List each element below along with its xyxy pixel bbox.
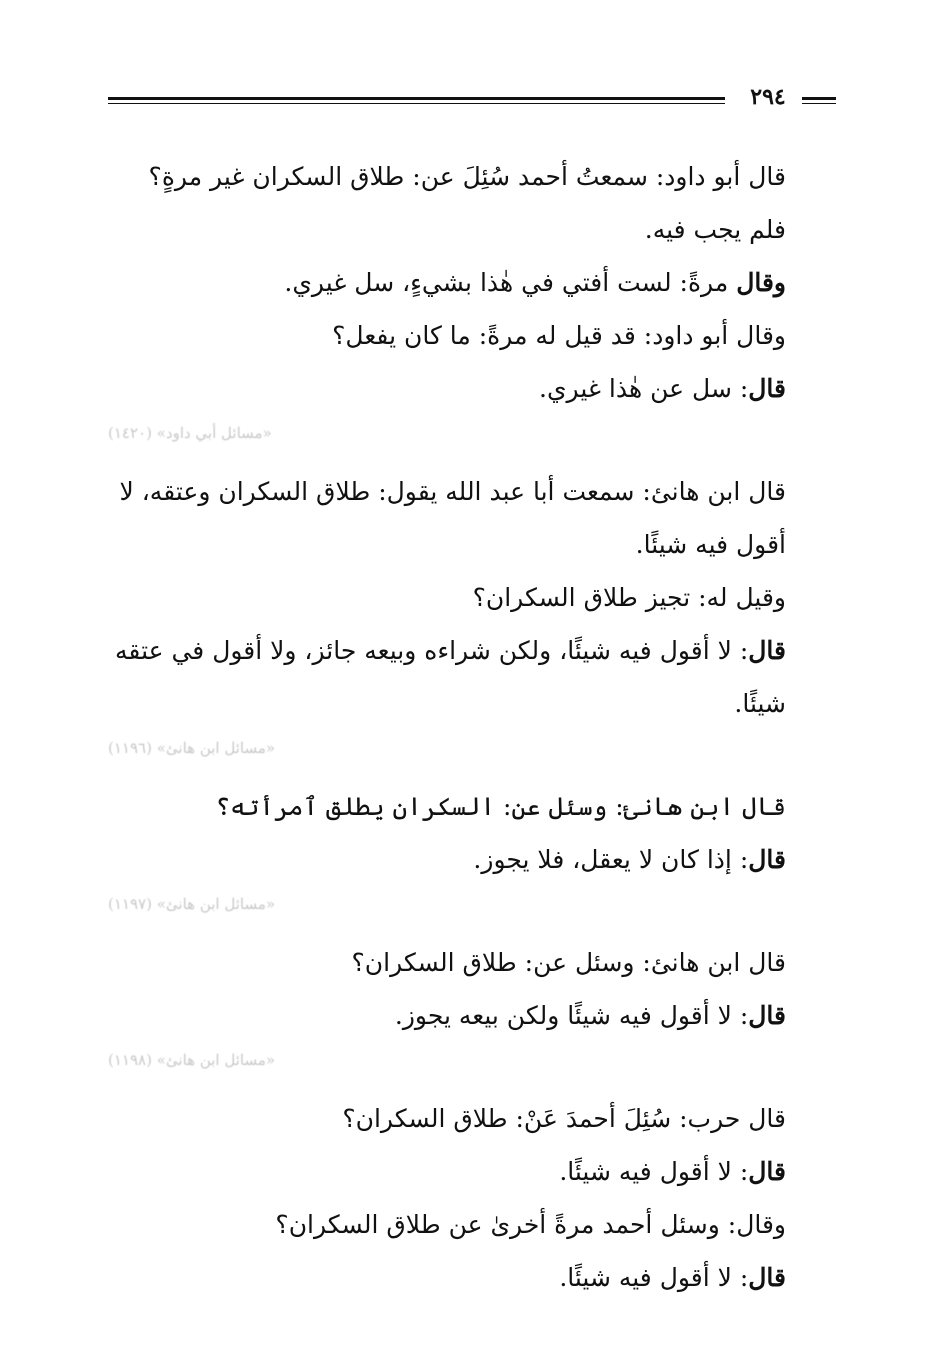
paragraph-text: قال ابن هانئ: وسئل عن: السكران يطلق ٱمرأته؟ bbox=[215, 792, 786, 821]
paragraph bbox=[108, 936, 836, 989]
text-block bbox=[108, 780, 836, 914]
text-block bbox=[108, 1092, 836, 1304]
text-block bbox=[108, 150, 836, 443]
paragraph bbox=[108, 1251, 836, 1304]
paragraph-text: وقال: وسئل أحمد مرةً أخرىٰ عن طلاق السكران؟ bbox=[275, 1210, 786, 1239]
paragraph bbox=[108, 362, 836, 415]
header-rule-short bbox=[802, 97, 836, 104]
paragraph-text: : سل عن هٰذا غيري. bbox=[539, 374, 749, 403]
paragraph-text: قال ابن هانئ: وسئل عن: طلاق السكران؟ bbox=[351, 948, 786, 977]
lead-word: وقال bbox=[736, 268, 786, 297]
paragraph bbox=[108, 571, 836, 624]
lead-word: قال bbox=[748, 845, 786, 874]
lead-word: قال bbox=[748, 1263, 786, 1292]
paragraph-text: وقال أبو داود: قد قيل له مرةً: ما كان يفعل؟ bbox=[332, 321, 786, 350]
source-citation: «مسائل ابن هانئ» (١١٩٨) bbox=[108, 1051, 276, 1069]
paragraph-text: قال أبو داود: سمعتُ أحمد سُئِلَ عن: طلاق السكران غير مرةٍ؟ فلم يجب فيه. bbox=[148, 162, 786, 244]
text-block bbox=[108, 465, 836, 758]
lead-word: قال bbox=[748, 1157, 786, 1186]
lead-word: قال bbox=[748, 1001, 786, 1030]
lead-word: قال bbox=[748, 636, 786, 665]
paragraph bbox=[108, 256, 836, 309]
paragraph-text: : لا أقول فيه شيئًا. bbox=[559, 1263, 749, 1292]
paragraph bbox=[108, 989, 836, 1042]
text-block bbox=[108, 936, 836, 1070]
paragraph bbox=[108, 309, 836, 362]
page-body bbox=[108, 150, 836, 1304]
page-header bbox=[108, 84, 836, 118]
paragraph-text: : لا أقول فيه شيئًا، ولكن شراءه وبيعه جائز، ولا أقول في عتقه شيئًا. bbox=[115, 636, 786, 718]
paragraph-text: : لا أقول فيه شيئًا. bbox=[559, 1157, 749, 1186]
paragraph bbox=[108, 1092, 836, 1145]
paragraph bbox=[108, 465, 836, 571]
paragraph-text: مرةً: لست أفتي في هٰذا بشيءٍ، سل غيري. bbox=[284, 268, 737, 297]
paragraph bbox=[108, 780, 836, 833]
page-number: ٢٩٤ bbox=[750, 84, 786, 110]
paragraph bbox=[108, 150, 836, 256]
header-rule bbox=[108, 97, 725, 104]
source-citation: «مسائل ابن هانئ» (١١٩٧) bbox=[108, 895, 276, 913]
source-citation: «مسائل ابن هانئ» (١١٩٦) bbox=[108, 739, 276, 757]
paragraph-text: قال حرب: سُئِلَ أحمدَ عَنْ: طلاق السكران؟ bbox=[342, 1104, 786, 1133]
paragraph bbox=[108, 1198, 836, 1251]
paragraph-text: وقيل له: تجيز طلاق السكران؟ bbox=[472, 583, 786, 612]
paragraph-text: : لا أقول فيه شيئًا ولكن بيعه يجوز. bbox=[394, 1001, 749, 1030]
lead-word: قال bbox=[748, 374, 786, 403]
paragraph-text: : إذا كان لا يعقل، فلا يجوز. bbox=[473, 845, 749, 874]
paragraph-text: قال ابن هانئ: سمعت أبا عبد الله يقول: طلاق السكران وعتقه، لا أقول فيه شيئًا. bbox=[119, 477, 786, 559]
source-citation: «مسائل أبي داود» (١٤٢٠) bbox=[108, 424, 272, 442]
paragraph bbox=[108, 833, 836, 886]
paragraph bbox=[108, 1145, 836, 1198]
paragraph bbox=[108, 624, 836, 730]
